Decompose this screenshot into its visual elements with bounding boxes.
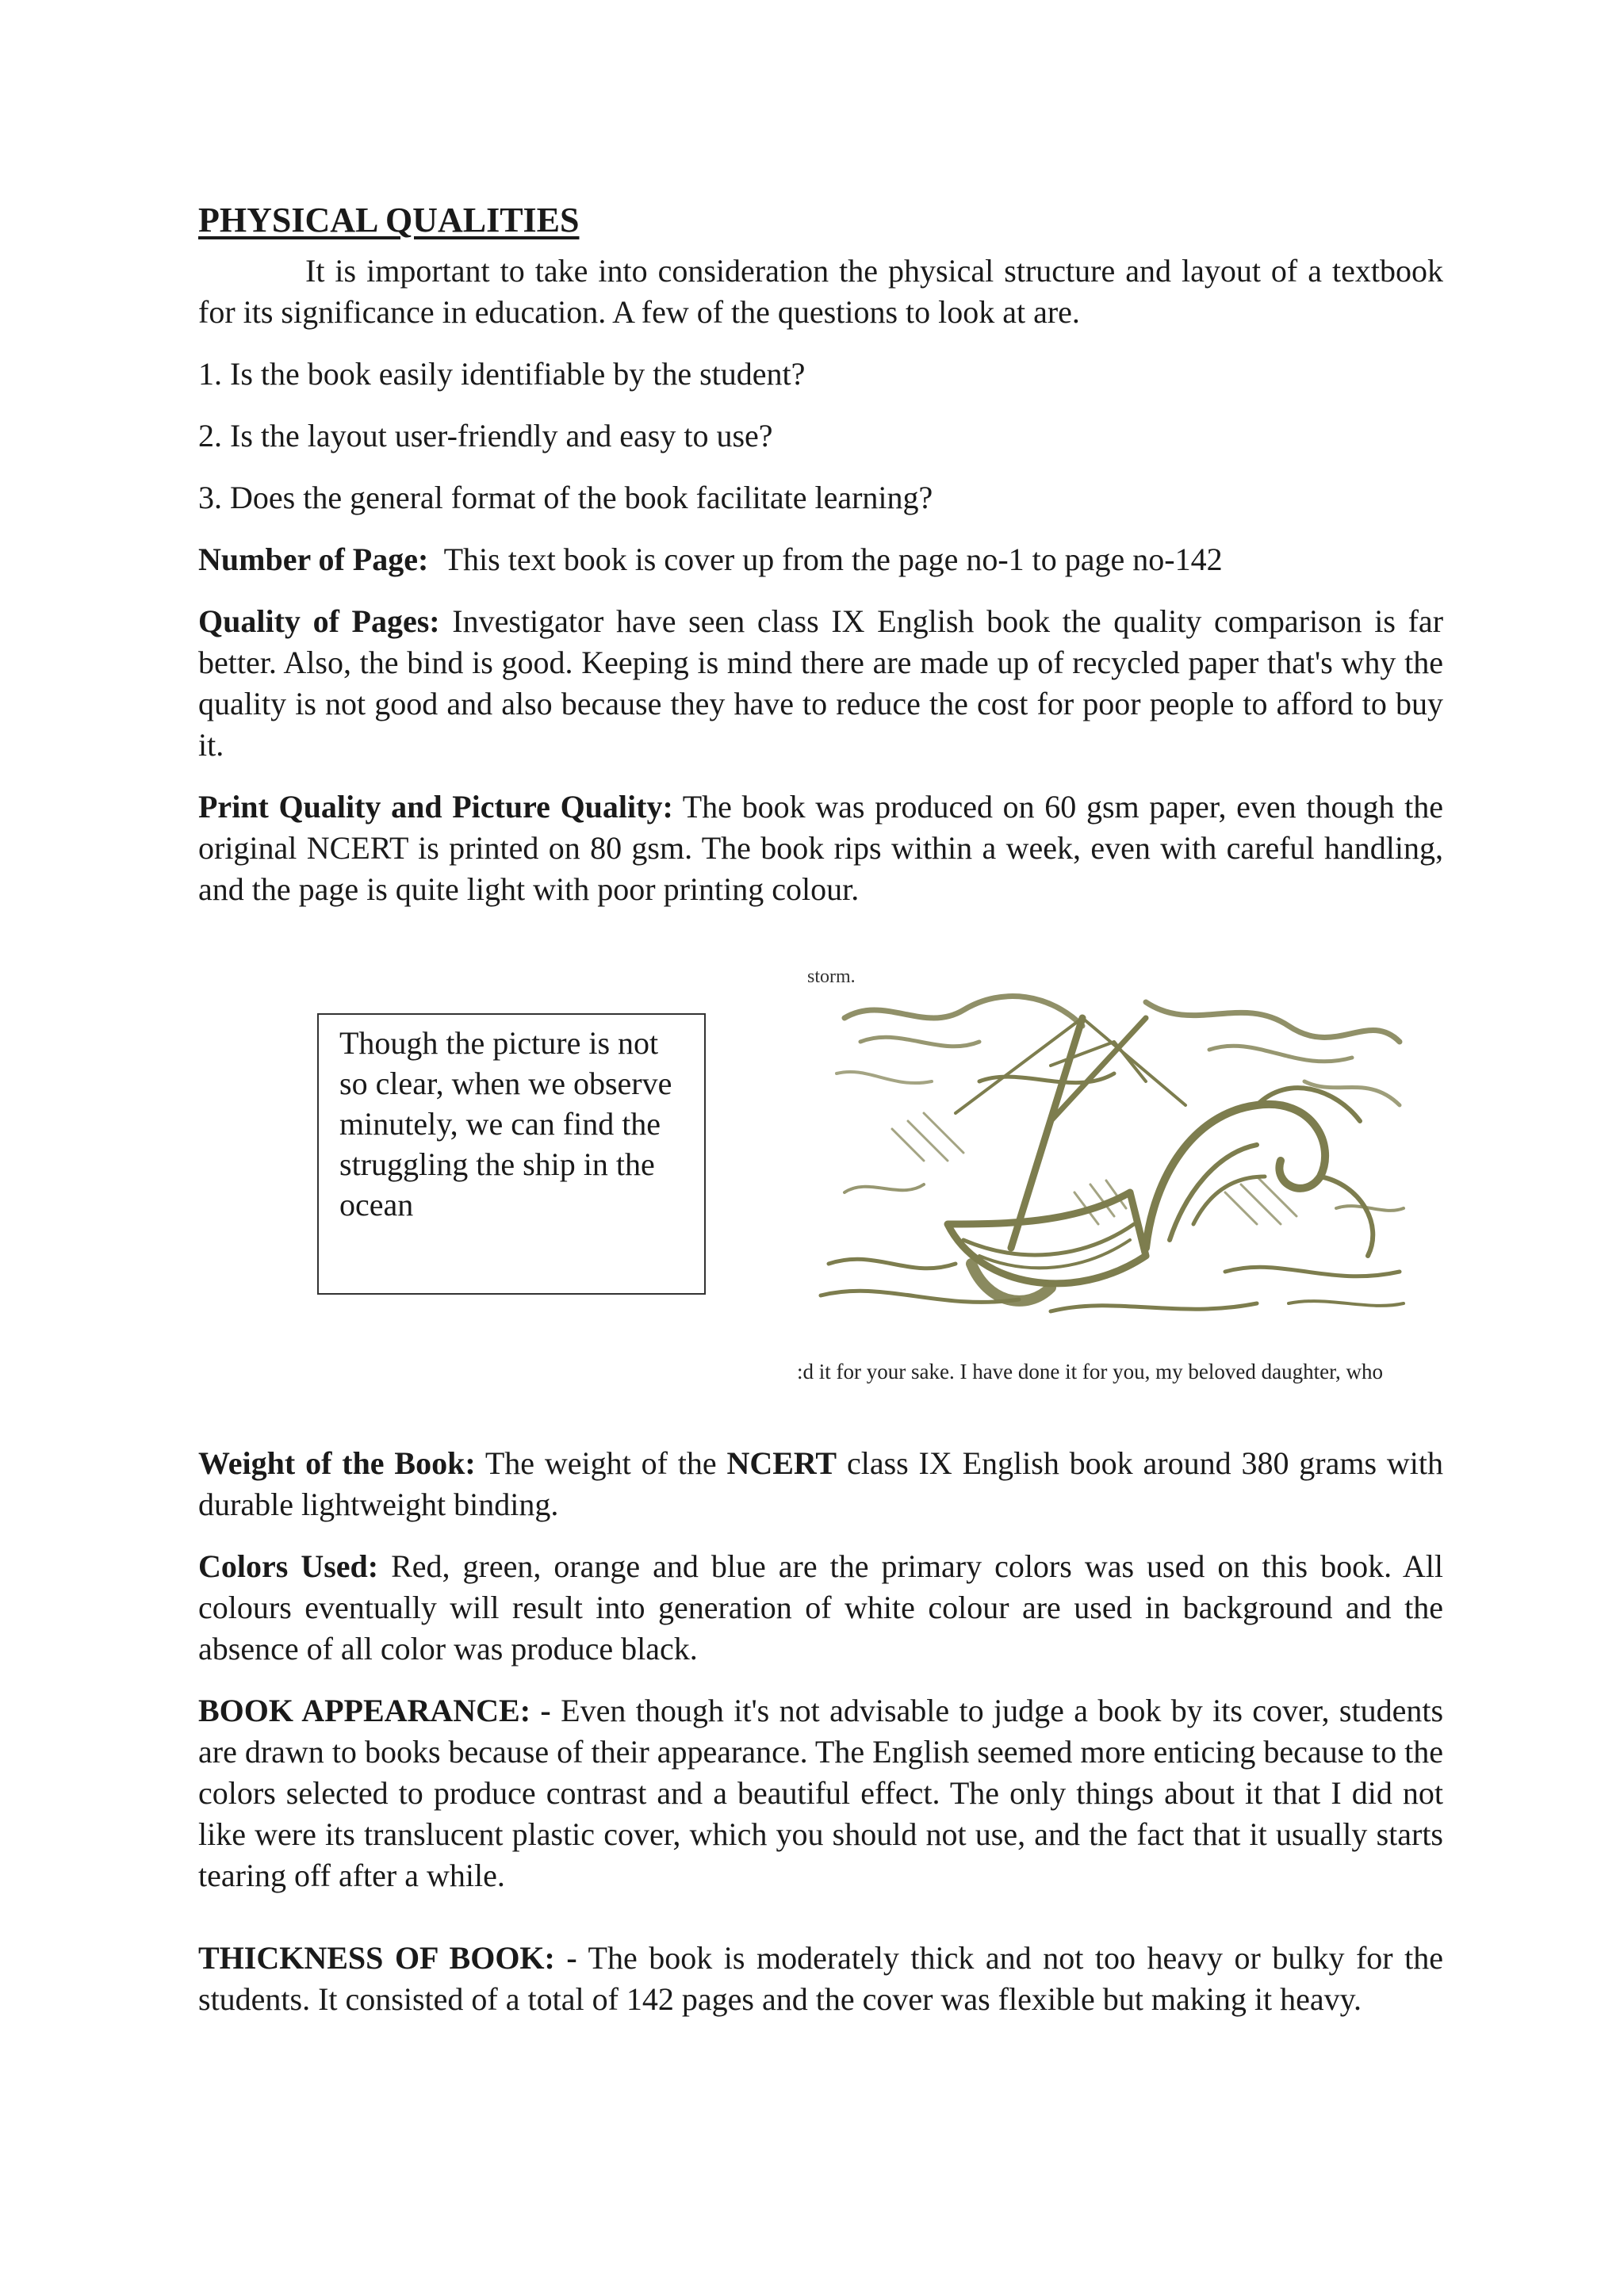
- book-appearance-paragraph: [198, 1690, 1443, 1896]
- number-of-page-paragraph: [198, 539, 1443, 580]
- book-appearance-text: Even though it's not advisable to judge a book by its cover, students are drawn to books because of their appearance. The English seemed more enticing because to the colors selected to produce contrast and a beautiful effect. The only things about it that I did not like were its translucent plastic cover, which you should not use, and the fact that it usually starts tearing off after a while.: [198, 1693, 1444, 1893]
- number-of-page-text: This text book is cover up from the page no-1 to page no-142: [443, 541, 1223, 577]
- illustration-caption-fragment: :d it for your sake. I have done it for you, my beloved daughter, who: [797, 1360, 1383, 1383]
- thickness-paragraph: [198, 1938, 1443, 2020]
- page-heading: PHYSICAL QUALITIES: [198, 201, 580, 239]
- colors-used-text: Red, green, orange and blue are the primary colors was used on this book. All colours eventually will result into generation of white colour are used in background and the absence of all color was produce black.: [198, 1548, 1444, 1667]
- print-quality-text: The book was produced on 60 gsm paper, even though the original NCERT is printed on 80 gsm. The book rips within a week, even with careful handling, and the page is quite light with poor printing colour.: [198, 789, 1443, 907]
- figure-area: [198, 950, 1443, 1425]
- colors-used-paragraph: [198, 1546, 1443, 1670]
- number-of-page-label: Number of Page:: [198, 541, 429, 577]
- thickness-label: THICKNESS OF BOOK: -: [198, 1940, 577, 1976]
- weight-text-after: class IX English book around 380 grams with durable lightweight binding.: [198, 1445, 1444, 1522]
- question-3: 3. Does the general format of the book facilitate learning?: [198, 480, 933, 515]
- weight-text-before: The weight of the: [485, 1445, 717, 1481]
- intro-paragraph: It is important to take into consideration the physical structure and layout of a textbook for its significance in education. A few of the questions to look at are.: [198, 253, 1443, 330]
- thickness-text: The book is moderately thick and not too heavy or bulky for the students. It consisted of a total of 142 pages and the cover was flexible but making it heavy.: [198, 1940, 1444, 2017]
- section-spacer: [198, 1917, 1443, 1938]
- document-page: [198, 198, 1443, 2041]
- quality-of-pages-paragraph: [198, 601, 1443, 766]
- quality-of-pages-text: Investigator have seen class IX English book the quality comparison is far better. Also, the bind is good. Keeping is mind there are made up of recycled paper that's why the quality is not good and also because they have to reduce the cost for poor people to afford to buy it.: [198, 603, 1444, 763]
- weight-paragraph: [198, 1443, 1443, 1525]
- book-appearance-label: BOOK APPEARANCE: -: [198, 1693, 551, 1728]
- quality-of-pages-label: Quality of Pages:: [198, 603, 440, 639]
- figure-note-box: Though the picture is not so clear, when we observe minutely, we can find the struggling the ship in the ocean: [317, 1013, 706, 1295]
- weight-ncert-word: NCERT: [726, 1445, 837, 1481]
- weight-label: Weight of the Book:: [198, 1445, 476, 1481]
- ship-storm-illustration: [813, 986, 1409, 1335]
- print-quality-paragraph: [198, 786, 1443, 910]
- question-2: 2. Is the layout user-friendly and easy to use?: [198, 418, 773, 453]
- question-1: 1. Is the book easily identifiable by the student?: [198, 356, 806, 392]
- illustration-top-fragment: storm.: [807, 966, 856, 987]
- print-quality-label: Print Quality and Picture Quality:: [198, 789, 673, 825]
- colors-used-label: Colors Used:: [198, 1548, 379, 1584]
